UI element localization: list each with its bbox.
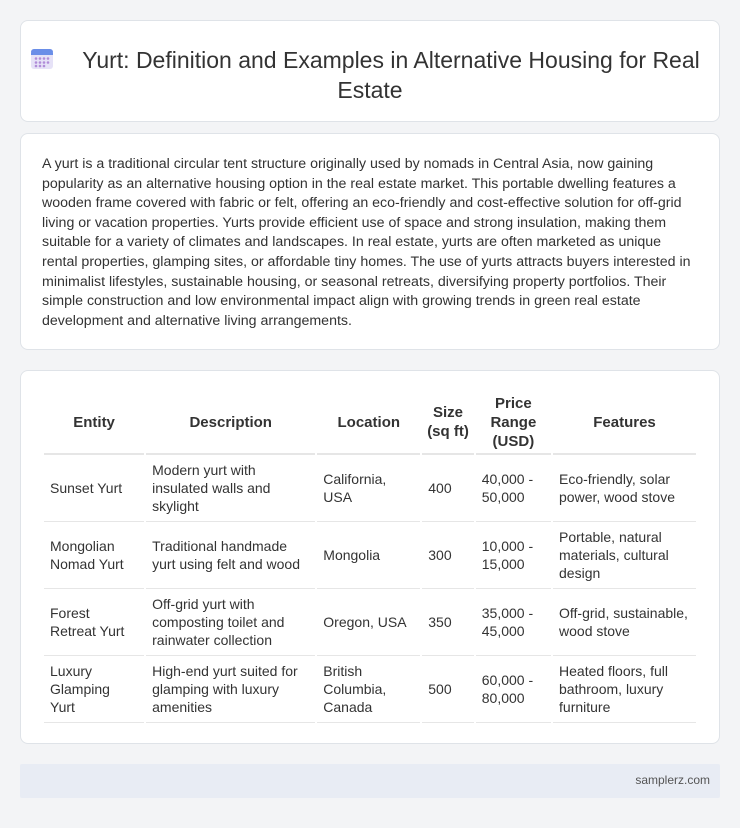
cell-description: Modern yurt with insulated walls and skylight (146, 455, 315, 522)
column-header-price: Price Range (USD) (476, 391, 551, 455)
cell-price: 35,000 - 45,000 (476, 589, 551, 656)
yurt-table (42, 391, 698, 723)
footer-bar (20, 764, 720, 798)
cell-price: 60,000 - 80,000 (476, 656, 551, 723)
cell-entity: Mongolian Nomad Yurt (44, 522, 144, 589)
table-row (44, 522, 696, 589)
calendar-icon (30, 47, 54, 71)
intro-card (20, 133, 720, 350)
column-header-features: Features (553, 391, 696, 455)
cell-size: 350 (422, 589, 474, 656)
cell-description: High-end yurt suited for glamping with luxury amenities (146, 656, 315, 723)
cell-description: Traditional handmade yurt using felt and wood (146, 522, 315, 589)
cell-features: Heated floors, full bathroom, luxury furniture (553, 656, 696, 723)
cell-price: 40,000 - 50,000 (476, 455, 551, 522)
cell-features: Eco-friendly, solar power, wood stove (553, 455, 696, 522)
cell-features: Off-grid, sustainable, wood stove (553, 589, 696, 656)
intro-paragraph: A yurt is a traditional circular tent structure originally used by nomads in Central Asia, now gaining popularity as an alternative housing option in the real estate market. This portable dwelling features a wooden frame covered with fabric or felt, offering an eco-friendly and cost-effective solution for off-grid living or vacation properties. Yurts provide efficient use of space and strong insulation, making them suitable for a variety of climates and landscapes. In real estate, yurts are often marketed as unique rental properties, glamping sites, or affordable tiny homes. The use of yurts attracts buyers interested in minimalist lifestyles, sustainable housing, or seasonal retreats, diversifying property portfolios. Their simple construction and low environmental impact align with growing trends in green real estate development and alternative living arrangements. (42, 156, 691, 329)
table-row (44, 455, 696, 522)
cell-location: Mongolia (317, 522, 420, 589)
cell-size: 300 (422, 522, 474, 589)
cell-features: Portable, natural materials, cultural design (553, 522, 696, 589)
cell-price: 10,000 - 15,000 (476, 522, 551, 589)
column-header-size: Size (sq ft) (422, 391, 474, 455)
table-card (20, 370, 720, 744)
footer-source-link[interactable]: samplerz.com (635, 773, 710, 787)
column-header-entity: Entity (44, 391, 144, 455)
cell-size: 500 (422, 656, 474, 723)
title-card (20, 20, 720, 122)
cell-entity: Luxury Glamping Yurt (44, 656, 144, 723)
page-title (21, 45, 719, 105)
cell-entity: Sunset Yurt (44, 455, 144, 522)
cell-entity: Forest Retreat Yurt (44, 589, 144, 656)
table-row (44, 656, 696, 723)
cell-location: Oregon, USA (317, 589, 420, 656)
page-title-text: Yurt: Definition and Examples in Alternative Housing for Real Estate (82, 47, 700, 103)
cell-size: 400 (422, 455, 474, 522)
cell-location: California, USA (317, 455, 420, 522)
column-header-description: Description (146, 391, 315, 455)
table-row (44, 589, 696, 656)
cell-location: British Columbia, Canada (317, 656, 420, 723)
table-header-row (44, 391, 696, 455)
cell-description: Off-grid yurt with composting toilet and rainwater collection (146, 589, 315, 656)
column-header-location: Location (317, 391, 420, 455)
